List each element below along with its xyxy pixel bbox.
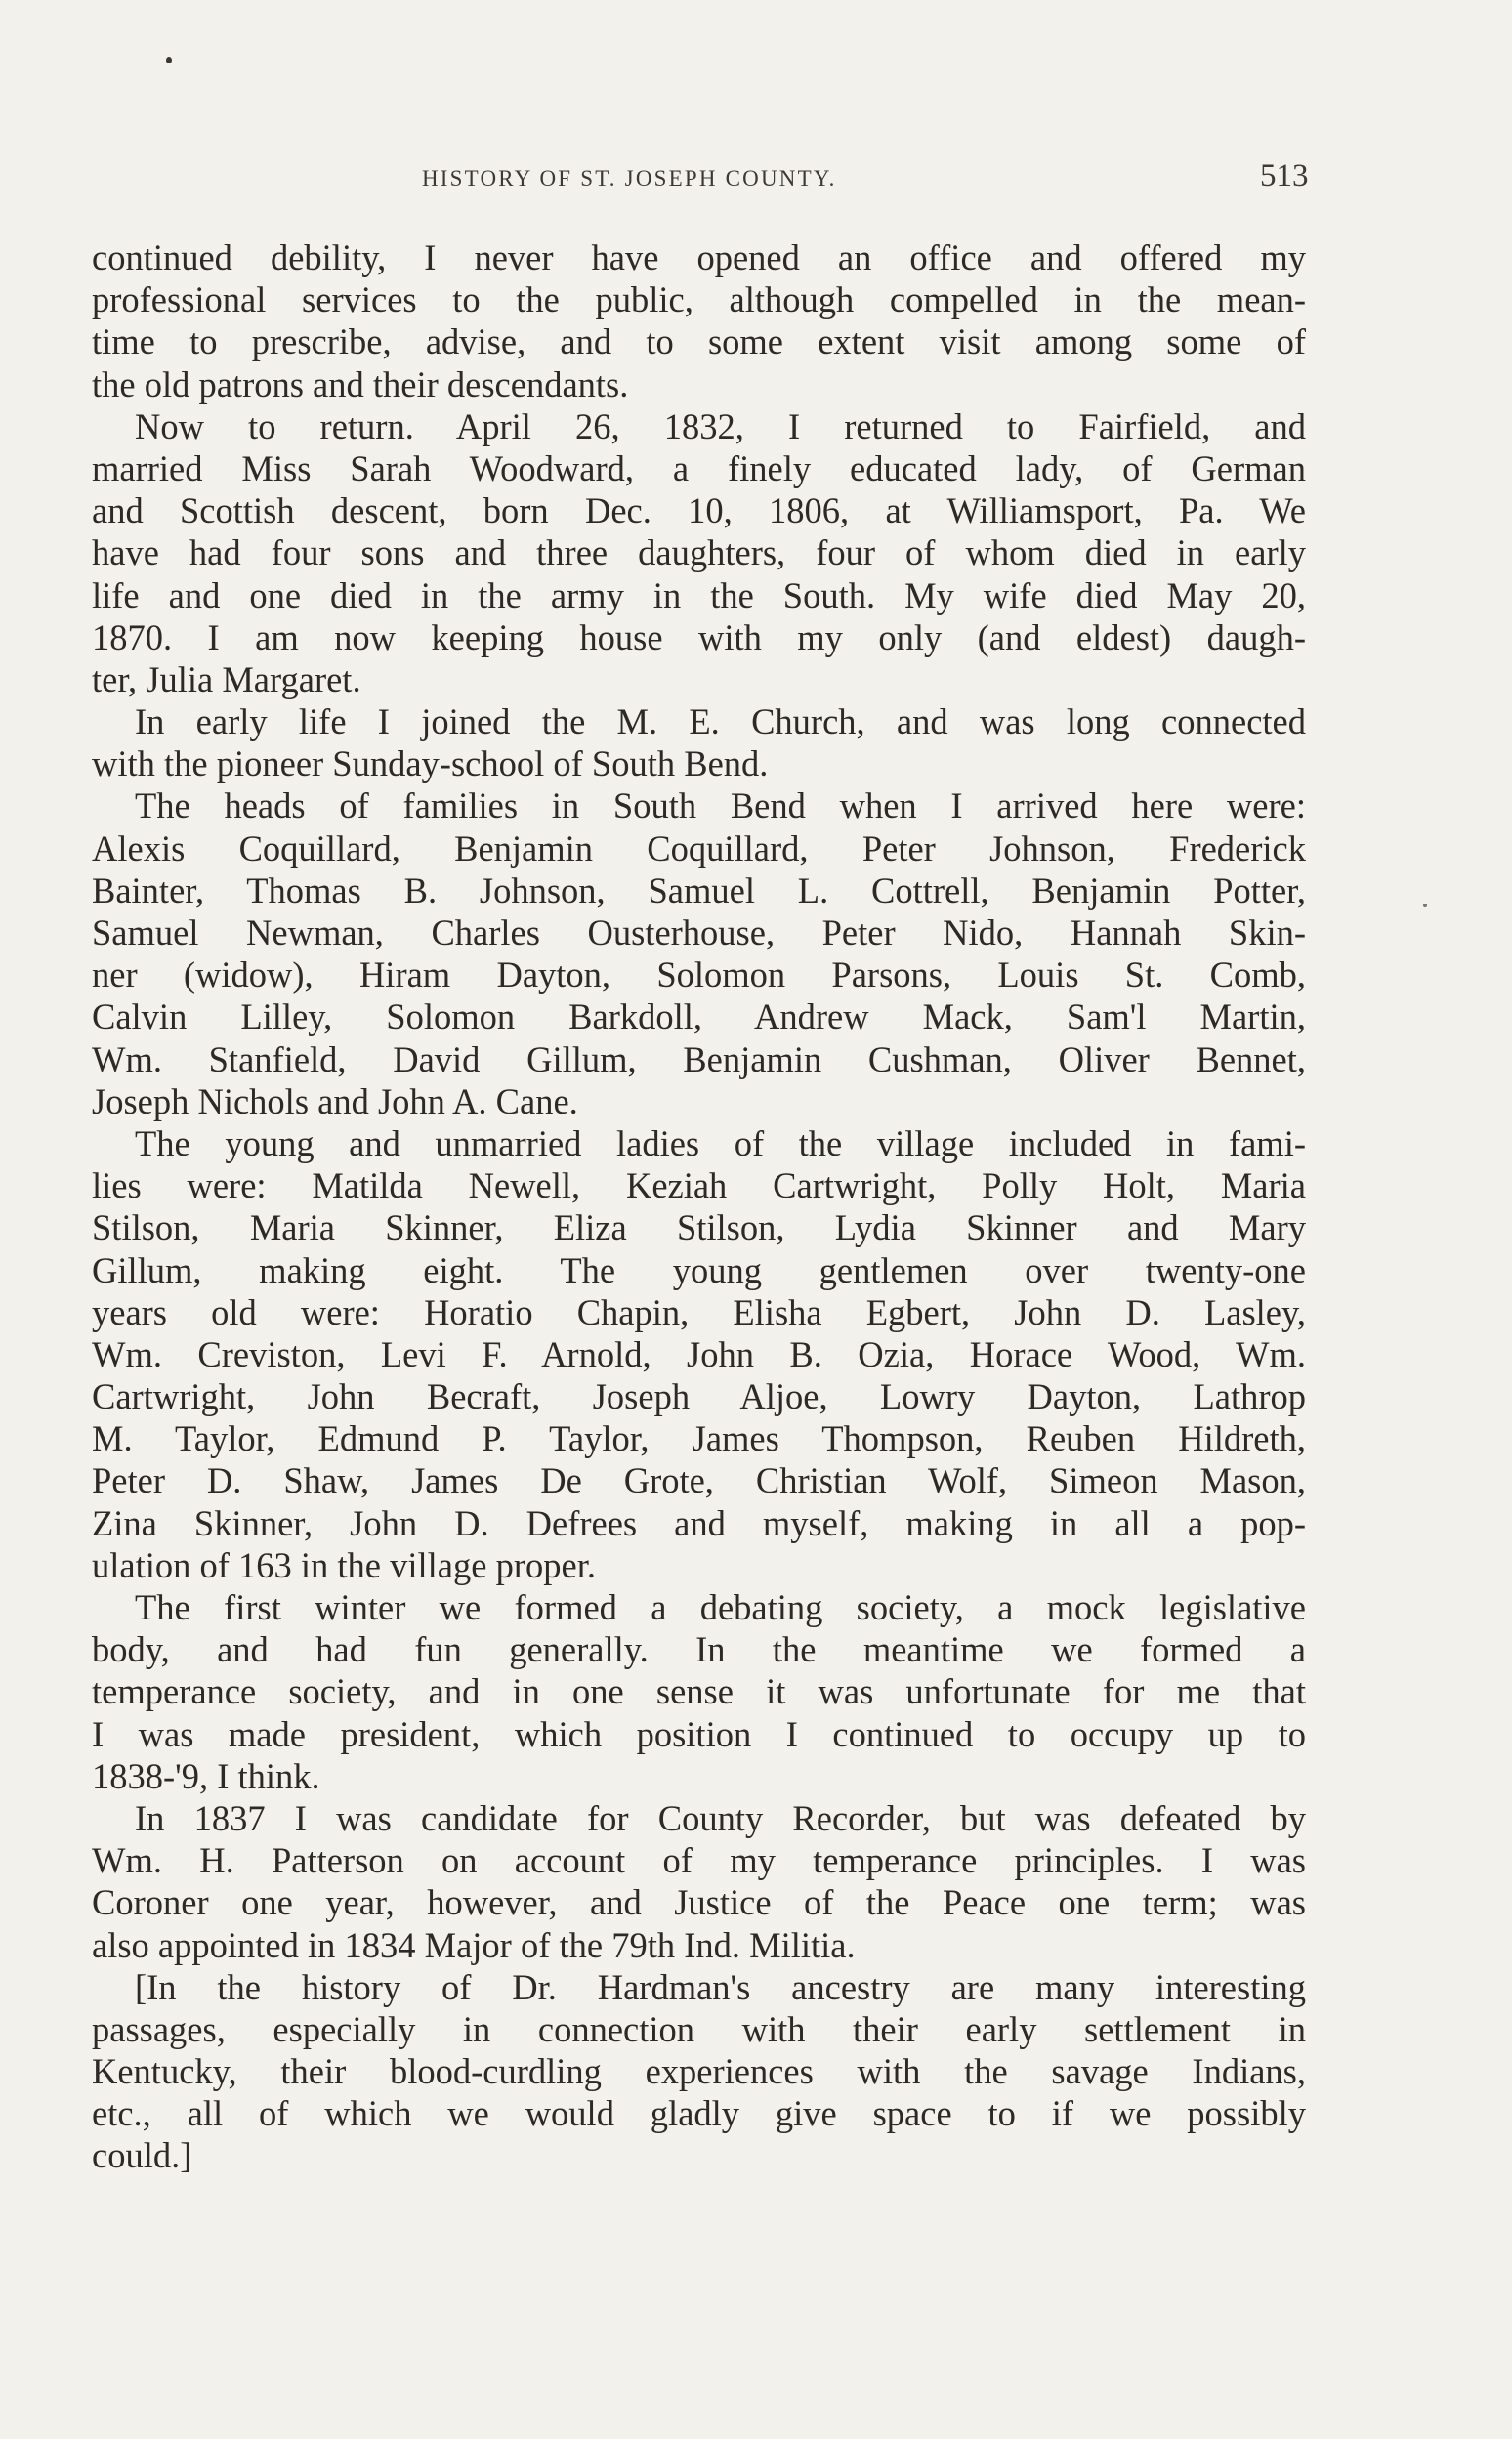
paragraph: [92, 784, 1306, 1122]
text-line: Wm. Stanfield, David Gillum, Benjamin Cushman, Oliver Bennet,: [92, 1038, 1306, 1079]
ink-speck: [1423, 904, 1427, 907]
text-line: 1870. I am now keeping house with my only (and eldest) daugh-: [92, 616, 1306, 657]
paragraph: [92, 1966, 1306, 2177]
text-line: the old patrons and their descendants.: [92, 363, 629, 404]
text-line: In 1837 I was candidate for County Recorder, but was defeated by: [135, 1797, 1306, 1838]
text-line: body, and had fun generally. In the meantime we formed a: [92, 1629, 1306, 1670]
text-line: Now to return. April 26, 1832, I returned to Fairfield, and: [135, 405, 1306, 446]
text-line: Peter D. Shaw, James De Grote, Christian Wolf, Simeon Mason,: [92, 1460, 1306, 1501]
text-line: Wm. H. Patterson on account of my temperance principles. I was: [92, 1840, 1306, 1881]
text-line: The heads of families in South Bend when I arrived here were:: [135, 785, 1306, 826]
text-line: etc., all of which we would gladly give space to if we possibly: [92, 2093, 1306, 2134]
text-line: Samuel Newman, Charles Ousterhouse, Peter Nido, Hannah Skin-: [92, 912, 1306, 952]
text-line: Calvin Lilley, Solomon Barkdoll, Andrew Mack, Sam'l Martin,: [92, 996, 1306, 1037]
text-line: time to prescribe, advise, and to some extent visit among some of: [92, 321, 1306, 362]
text-line: [In the history of Dr. Hardman's ancestry are many interesting: [135, 1966, 1306, 2007]
text-line: Zina Skinner, John D. Defrees and myself, making in all a pop-: [92, 1502, 1306, 1543]
text-line: Wm. Creviston, Levi F. Arnold, John B. Ozia, Horace Wood, Wm.: [92, 1333, 1306, 1374]
text-line: M. Taylor, Edmund P. Taylor, James Thompson, Reuben Hildreth,: [92, 1418, 1306, 1459]
text-line: Stilson, Maria Skinner, Eliza Stilson, Lydia Skinner and Mary: [92, 1207, 1306, 1248]
body-text: [92, 236, 1306, 2177]
text-line: ner (widow), Hiram Dayton, Solomon Parsons, Louis St. Comb,: [92, 954, 1306, 995]
text-line: and Scottish descent, born Dec. 10, 1806, at Williamsport, Pa. We: [92, 490, 1306, 531]
text-line: ulation of 163 in the village proper.: [92, 1544, 596, 1585]
text-line: also appointed in 1834 Major of the 79th Ind. Militia.: [92, 1924, 856, 1965]
text-line: married Miss Sarah Woodward, a finely educated lady, of German: [92, 447, 1306, 488]
text-line: Joseph Nichols and John A. Cane.: [92, 1080, 578, 1121]
paragraph: [92, 1122, 1306, 1586]
paragraph: [92, 1586, 1306, 1797]
text-line: lies were: Matilda Newell, Keziah Cartwright, Polly Holt, Maria: [92, 1165, 1306, 1206]
ink-speck: [166, 57, 172, 63]
text-line: professional services to the public, although compelled in the mean-: [92, 279, 1306, 320]
text-line: with the pioneer Sunday-school of South Bend.: [92, 743, 769, 784]
text-line: I was made president, which position I continued to occupy up to: [92, 1713, 1306, 1754]
text-line: could.]: [92, 2135, 192, 2176]
page-number: 513: [1260, 158, 1309, 193]
paragraph: [92, 1797, 1306, 1966]
paragraph: [92, 236, 1306, 405]
text-line: have had four sons and three daughters, four of whom died in early: [92, 532, 1306, 573]
text-line: continued debility, I never have opened an office and offered my: [92, 237, 1306, 277]
text-line: ter, Julia Margaret.: [92, 658, 361, 699]
text-line: years old were: Horatio Chapin, Elisha Egbert, John D. Lasley,: [92, 1291, 1306, 1332]
running-title: HISTORY OF ST. JOSEPH COUNTY.: [422, 166, 837, 190]
text-line: Gillum, making eight. The young gentlemen over twenty-one: [92, 1249, 1306, 1290]
text-line: temperance society, and in one sense it was unfortunate for me that: [92, 1671, 1306, 1712]
text-line: Bainter, Thomas B. Johnson, Samuel L. Cottrell, Benjamin Potter,: [92, 869, 1306, 910]
text-line: 1838-'9, I think.: [92, 1755, 320, 1796]
page-header: [0, 158, 1512, 197]
text-line: Coroner one year, however, and Justice of the Peace one term; was: [92, 1882, 1306, 1923]
text-line: Cartwright, John Becraft, Joseph Aljoe, Lowry Dayton, Lathrop: [92, 1376, 1306, 1417]
text-line: Alexis Coquillard, Benjamin Coquillard, Peter Johnson, Frederick: [92, 827, 1306, 868]
text-line: Kentucky, their blood-curdling experiences with the savage Indians,: [92, 2051, 1306, 2092]
text-line: passages, especially in connection with their early settlement in: [92, 2008, 1306, 2049]
paragraph: [92, 700, 1306, 784]
text-line: life and one died in the army in the South. My wife died May 20,: [92, 574, 1306, 615]
paragraph: [92, 405, 1306, 700]
text-line: The first winter we formed a debating society, a mock legislative: [135, 1587, 1306, 1627]
text-line: In early life I joined the M. E. Church, and was long connected: [135, 701, 1306, 742]
text-line: The young and unmarried ladies of the village included in fami-: [135, 1122, 1306, 1163]
